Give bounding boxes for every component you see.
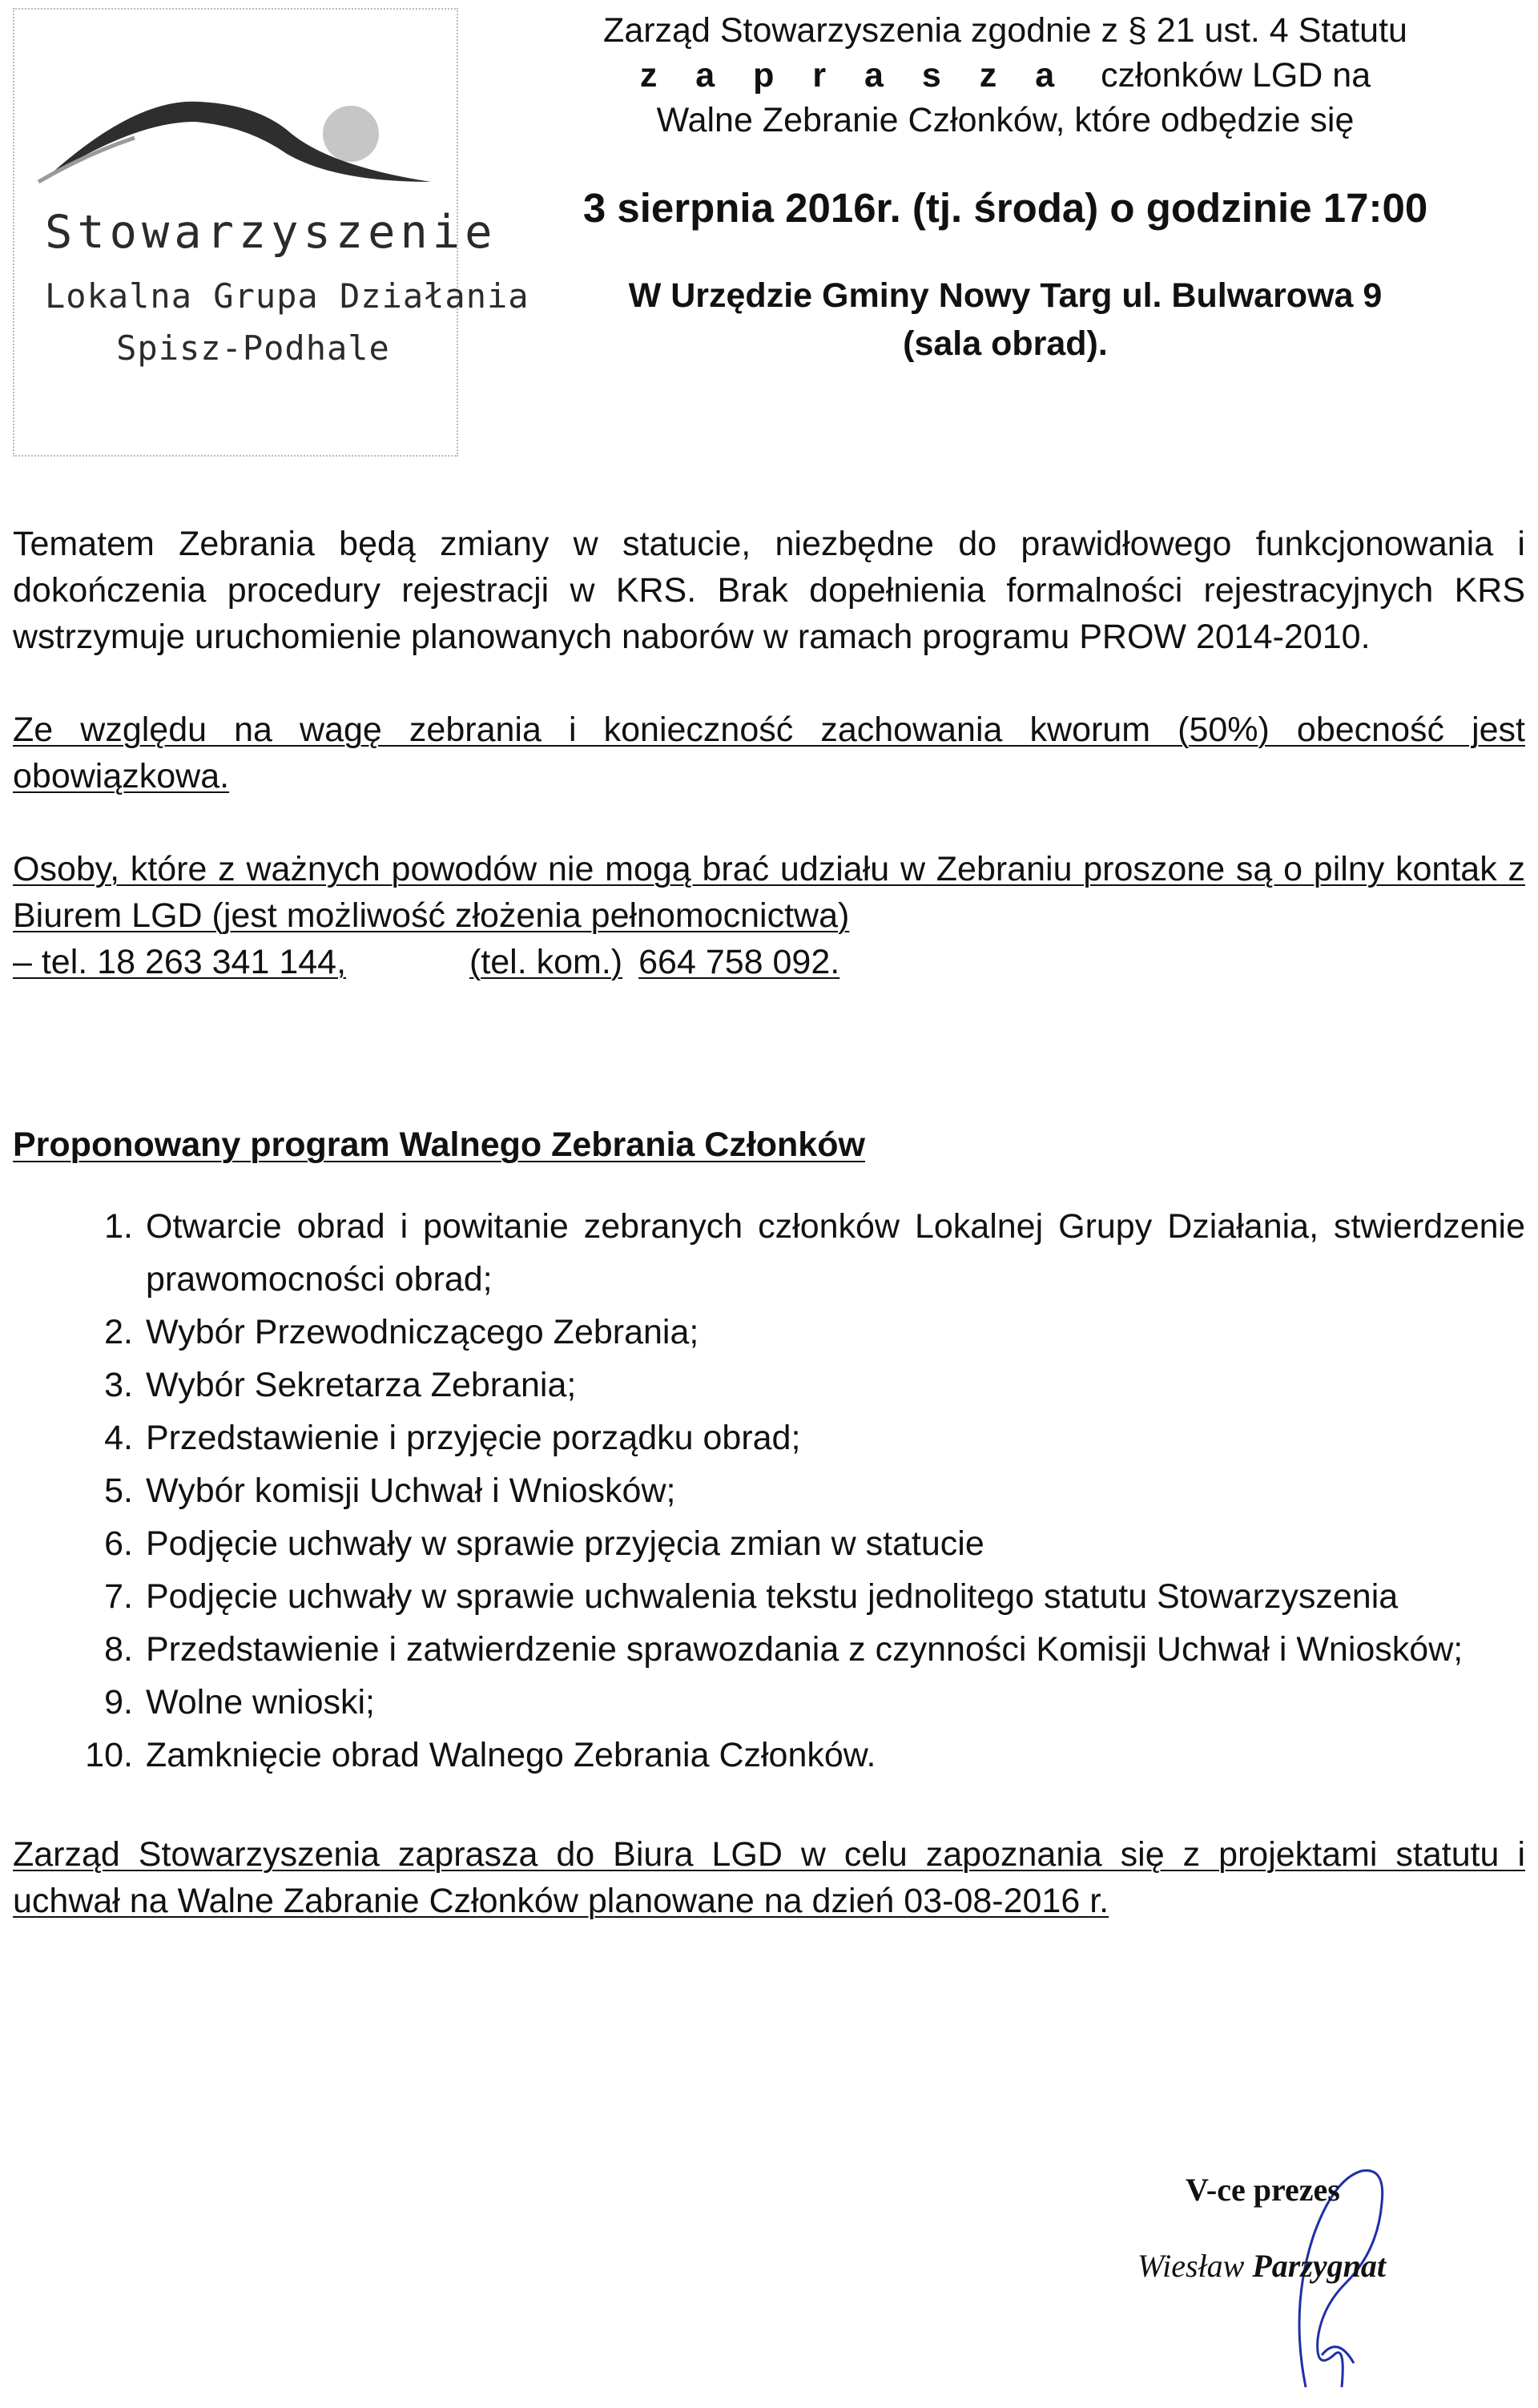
agenda-item-number: 7. xyxy=(104,1577,133,1616)
agenda-item xyxy=(13,1623,1525,1676)
agenda-list xyxy=(13,1200,1525,1782)
agenda-item-text: Podjęcie uchwały w sprawie uchwalenia tekstu jednolitego statutu Stowarzyszenia xyxy=(146,1577,1399,1616)
agenda-item-number: 2. xyxy=(104,1313,133,1351)
signer-name xyxy=(1137,2247,1386,2285)
signer-last-name: Parzygnat xyxy=(1252,2248,1387,2284)
agenda-item-text: Podjęcie uchwały w sprawie przyjęcia zmian w statucie xyxy=(146,1524,984,1563)
agenda-item-text: Wybór Przewodniczącego Zebrania; xyxy=(146,1313,699,1351)
header-line-3: Walne Zebranie Członków, które odbędzie się xyxy=(656,101,1355,139)
agenda-item-number: 8. xyxy=(104,1630,133,1669)
agenda-item xyxy=(13,1570,1525,1623)
agenda-item-number: 3. xyxy=(104,1366,133,1404)
invitation-header xyxy=(481,8,1530,368)
office-phone: – tel. 18 263 341 144, xyxy=(13,943,347,981)
logo-name: Stowarzyszenie xyxy=(45,206,497,259)
signature-block xyxy=(1105,2147,1522,2403)
mountain-sun-logo-icon xyxy=(14,10,460,202)
agenda-item-number: 5. xyxy=(104,1472,133,1510)
agenda-item xyxy=(13,1306,1525,1359)
closing-paragraph: Zarząd Stowarzyszenia zaprasza do Biura LGD w celu zapoznania się z projektami statutu i uchwał na Walne Zabranie Członków planowane na dzień 03-08-2016 r. xyxy=(13,1835,1525,1920)
agenda-item-number: 10. xyxy=(85,1736,133,1774)
agenda-item-text: Wolne wnioski; xyxy=(146,1683,375,1721)
meeting-place xyxy=(481,272,1530,368)
signer-first-name: Wiesław xyxy=(1137,2248,1245,2284)
agenda-item xyxy=(13,1200,1525,1306)
agenda-item-text: Zamknięcie obrad Walnego Zebrania Członków. xyxy=(146,1736,876,1774)
agenda-item xyxy=(13,1411,1525,1464)
document-body xyxy=(13,521,1525,1924)
logo-subtitle: Lokalna Grupa Działania xyxy=(45,276,529,316)
agenda-item xyxy=(13,1676,1525,1729)
absence-paragraph: Osoby, które z ważnych powodów nie mogą brać udziału w Zebraniu proszone są o pilny kontak z Biurem LGD (jest możliwość złożenia pełnomocnictwa) xyxy=(13,850,1525,935)
agenda-item xyxy=(13,1517,1525,1570)
topic-paragraph: Tematem Zebrania będą zmiany w statucie, niezbędne do prawidłowego funkcjonowania i dokończenia procedury rejestracji w KRS. Brak dopełnienia formalności rejestracyjnych KRS wstrzymuje uruchomienie planowanych naborów w ramach programu PROW 2014-2010. xyxy=(13,525,1525,656)
agenda-item-number: 9. xyxy=(104,1683,133,1721)
mobile-label: (tel. kom.) xyxy=(469,943,623,981)
quorum-paragraph: Ze względu na wagę zebrania i konieczność zachowania kworum (50%) obecność jest obowiązkowa. xyxy=(13,711,1525,795)
signer-title: V-ce prezes xyxy=(1186,2172,1340,2208)
agenda-item-number: 1. xyxy=(104,1207,133,1246)
agenda-item-number: 4. xyxy=(104,1419,133,1457)
agenda-item-text: Otwarcie obrad i powitanie zebranych członków Lokalnej Grupy Działania, stwierdzenie prawomocności obrad; xyxy=(146,1207,1525,1299)
logo-region: Spisz-Podhale xyxy=(116,328,390,368)
agenda-item xyxy=(13,1464,1525,1517)
mobile-phone: 664 758 092. xyxy=(638,943,840,981)
meeting-place-line-1: W Urzędzie Gminy Nowy Targ ul. Bulwarowa 9 xyxy=(628,276,1383,315)
meeting-place-line-2: (sala obrad). xyxy=(903,324,1108,363)
agenda-item-number: 6. xyxy=(104,1524,133,1563)
agenda-item-text: Przedstawienie i przyjęcie porządku obrad; xyxy=(146,1419,801,1457)
logo-box xyxy=(13,8,529,457)
invite-recipients: członków LGD na xyxy=(1101,56,1371,95)
agenda-item-text: Wybór Sekretarza Zebrania; xyxy=(146,1366,577,1404)
invite-word: z a p r a s z a xyxy=(639,56,1069,95)
meeting-date: 3 sierpnia 2016r. (tj. środa) o godzinie 17:00 xyxy=(582,185,1428,231)
program-title: Proponowany program Walnego Zebrania Członków xyxy=(13,1125,865,1164)
agenda-item-text: Wybór komisji Uchwał i Wniosków; xyxy=(146,1472,676,1510)
header-line-2 xyxy=(481,53,1530,98)
contact-row xyxy=(13,939,1525,985)
header-line-1: Zarząd Stowarzyszenia zgodnie z § 21 ust. 4 Statutu xyxy=(603,11,1407,50)
agenda-item xyxy=(13,1359,1525,1411)
agenda-item-text: Przedstawienie i zatwierdzenie sprawozdania z czynności Komisji Uchwał i Wniosków; xyxy=(146,1630,1464,1669)
agenda-item xyxy=(13,1729,1525,1782)
